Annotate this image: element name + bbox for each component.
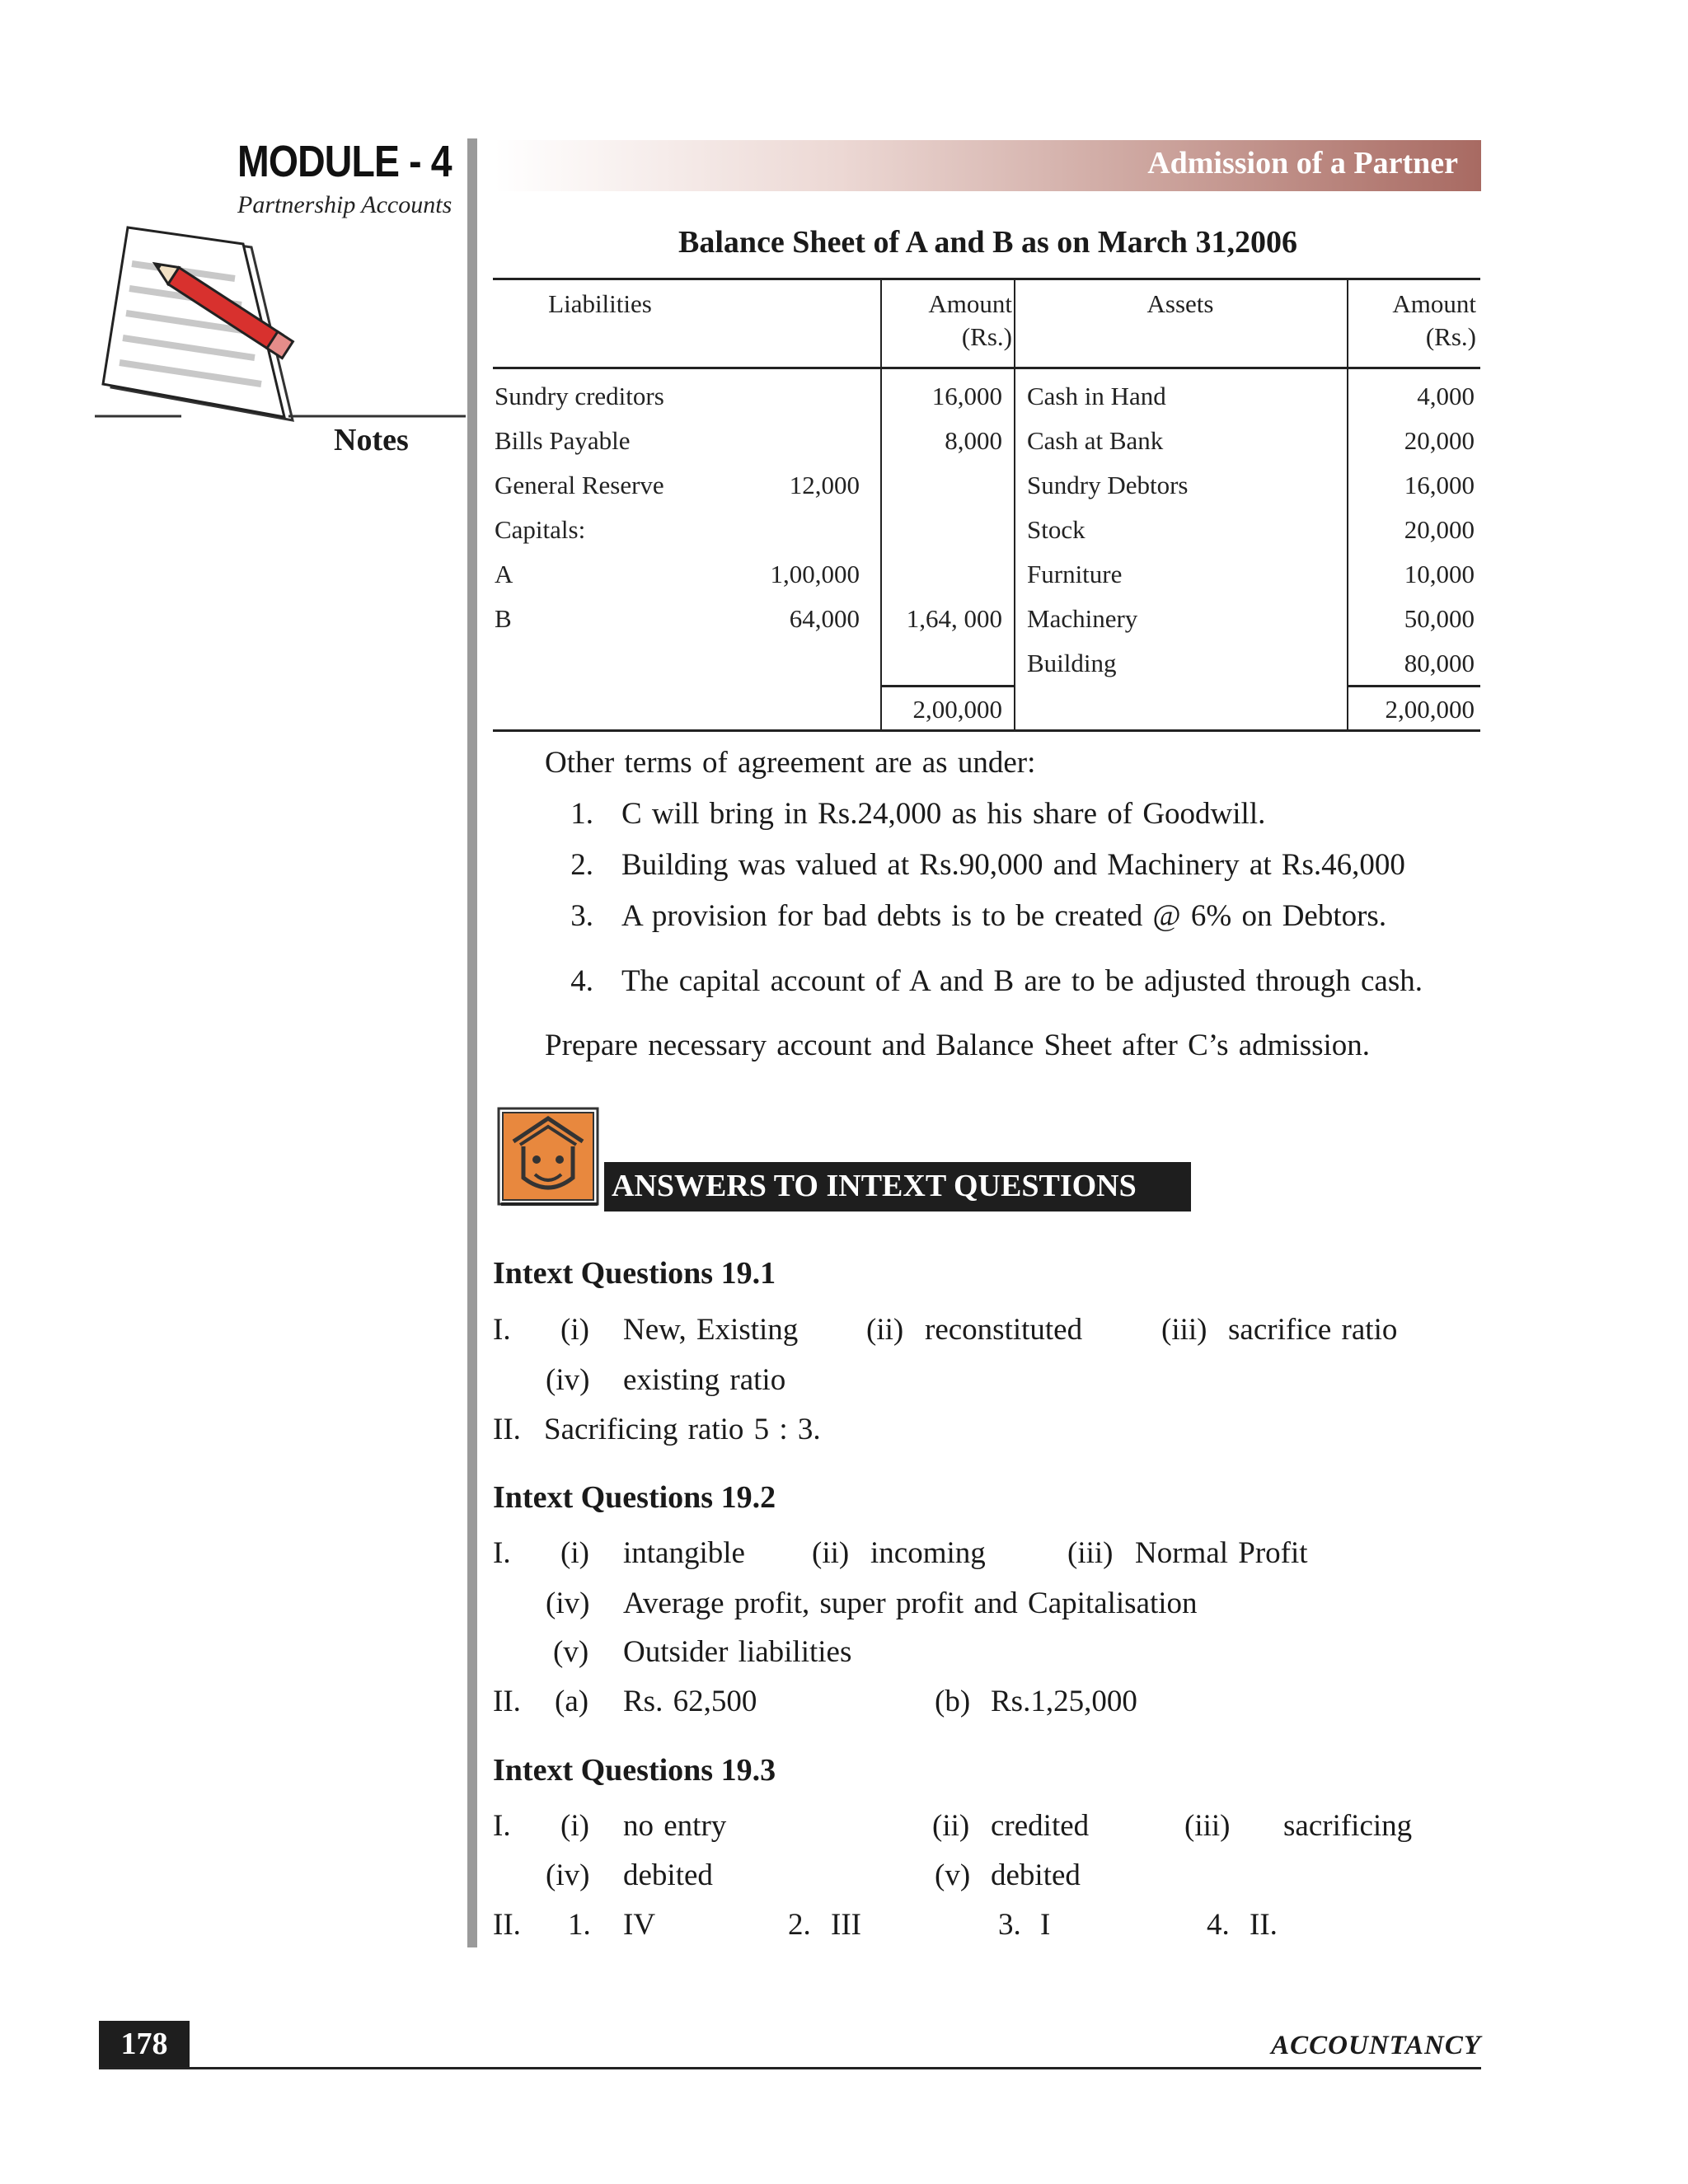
match-value: I: [1040, 1908, 1051, 1942]
asset-label: Cash in Hand: [1027, 382, 1166, 410]
asset-label: Stock: [1027, 515, 1085, 544]
header-amount-unit: (Rs.): [1425, 322, 1476, 351]
answer-label: (v): [553, 1635, 589, 1669]
q192-title: Intext Questions 19.2: [493, 1480, 776, 1515]
answer-text: no entry: [623, 1809, 727, 1843]
answer-label: (iii): [1184, 1809, 1231, 1843]
liabilities-total-rule: [880, 685, 1015, 687]
answer-roman: I.: [493, 1313, 511, 1347]
header-amount: Amount: [928, 289, 1012, 318]
notes-pencil-icon: [95, 223, 466, 462]
liability-label: B: [495, 604, 512, 633]
match-number: 2.: [788, 1908, 811, 1942]
asset-amount: 20,000: [1404, 515, 1475, 544]
liability-amount: 1,64, 000: [906, 604, 1002, 633]
match-number: 3.: [998, 1908, 1021, 1942]
match-value: II.: [1250, 1908, 1278, 1942]
match-value: III: [831, 1908, 861, 1942]
asset-label: Building: [1027, 649, 1117, 677]
chapter-title: Admission of a Partner: [1147, 146, 1458, 180]
answer-label: (b): [935, 1685, 971, 1718]
margin-divider: [467, 138, 477, 1947]
answer-text: Rs. 62,500: [623, 1685, 757, 1718]
answer-label: (ii): [812, 1536, 850, 1570]
header-amount: Amount: [1392, 289, 1476, 318]
table-header-rule: [493, 367, 1480, 369]
liability-label: Capitals:: [495, 515, 586, 544]
answer-roman: II.: [493, 1908, 521, 1942]
asset-label: Machinery: [1027, 604, 1138, 633]
answers-face-icon: [497, 1107, 599, 1206]
header-amount-unit: (Rs.): [961, 322, 1012, 351]
answer-text: debited: [623, 1858, 713, 1892]
asset-amount: 50,000: [1404, 604, 1475, 633]
term-item: [548, 898, 1386, 935]
terms-intro: Other terms of agreement are as under:: [545, 746, 1036, 780]
answers-heading: ANSWERS TO INTEXT QUESTIONS: [612, 1169, 1137, 1203]
match-value: IV: [623, 1908, 656, 1942]
answer-label: (iii): [1067, 1536, 1114, 1570]
header-assets: Assets: [1146, 289, 1214, 318]
answer-text: reconstituted: [925, 1313, 1083, 1347]
answer-label: (iv): [546, 1586, 590, 1620]
table-bottom-rule: [493, 729, 1480, 732]
asset-label: Sundry Debtors: [1027, 471, 1189, 499]
assets-total-rule: [1348, 685, 1480, 687]
page-number-box: [99, 2021, 190, 2069]
asset-amount: 16,000: [1404, 471, 1475, 499]
answer-text: existing ratio: [623, 1363, 786, 1397]
footer-subject: ACCOUNTANCY: [1271, 2031, 1481, 2060]
answer-label: (iv): [546, 1858, 590, 1892]
answer-text: debited: [991, 1858, 1081, 1892]
answer-label: (i): [560, 1313, 589, 1347]
answer-label: (i): [560, 1809, 589, 1843]
answer-label: (iii): [1161, 1313, 1207, 1347]
liability-amount: 16,000: [931, 382, 1002, 410]
term-item: [548, 795, 1265, 833]
match-number: 4.: [1207, 1908, 1230, 1942]
answer-label: (iv): [546, 1363, 590, 1397]
answer-text: Normal Profit: [1135, 1536, 1308, 1570]
answer-label: (a): [555, 1685, 589, 1718]
answer-label: (ii): [932, 1809, 970, 1843]
answer-label: (ii): [866, 1313, 904, 1347]
page-number: 178: [120, 2027, 168, 2061]
answer-text: Outsider liabilities: [623, 1635, 852, 1669]
term-text: The capital account of A and B are to be adjusted through cash.: [621, 964, 1423, 998]
answer-text: credited: [991, 1809, 1090, 1843]
table-top-rule: [493, 278, 1480, 280]
answer-text: sacrifice ratio: [1228, 1313, 1398, 1347]
term-item: [548, 846, 1405, 884]
asset-amount: 80,000: [1404, 649, 1475, 677]
answer-roman: II.: [493, 1685, 521, 1718]
asset-amount: 20,000: [1404, 426, 1475, 455]
term-number: 4.: [570, 964, 593, 998]
answer-text: New, Existing: [623, 1313, 799, 1347]
answer-text: Average profit, super profit and Capitalisation: [623, 1586, 1198, 1620]
liability-label: Bills Payable: [495, 426, 631, 455]
assets-total: 2,00,000: [1385, 695, 1475, 724]
answer-text: Rs.1,25,000: [991, 1685, 1137, 1718]
answer-label: (v): [935, 1858, 971, 1892]
term-text: Building was valued at Rs.90,000 and Machinery at Rs.46,000: [621, 848, 1405, 882]
liability-label: Sundry creditors: [495, 382, 664, 410]
notes-label: Notes: [334, 423, 409, 457]
asset-amount: 10,000: [1404, 560, 1475, 588]
term-text: A provision for bad debts is to be created @ 6% on Debtors.: [621, 899, 1387, 933]
answer-roman: I.: [493, 1809, 511, 1843]
answer-text: intangible: [623, 1536, 745, 1570]
asset-amount: 4,000: [1417, 382, 1475, 410]
term-number: 2.: [570, 848, 593, 882]
balance-sheet-title: Balance Sheet of A and B as on March 31,2006: [678, 225, 1297, 260]
term-number: 1.: [570, 797, 593, 831]
liability-subamount: 12,000: [789, 471, 860, 499]
terms-instruction: Prepare necessary account and Balance Sheet after C’s admission.: [545, 1029, 1371, 1062]
answer-roman: I.: [493, 1536, 511, 1570]
footer-rule: [99, 2067, 1481, 2069]
liability-label: General Reserve: [495, 471, 664, 499]
answer-label: (i): [560, 1536, 589, 1570]
balance-sheet-table: [493, 278, 1480, 731]
header-liabilities: Liabilities: [548, 289, 652, 318]
liability-subamount: 1,00,000: [770, 560, 860, 588]
q193-title: Intext Questions 19.3: [493, 1753, 776, 1788]
term-item: [548, 963, 1423, 1001]
term-text: C will bring in Rs.24,000 as his share of Goodwill.: [621, 797, 1266, 831]
col-divider: [1014, 278, 1015, 731]
module-subtitle: Partnership Accounts: [237, 191, 452, 218]
q191-title: Intext Questions 19.1: [493, 1256, 776, 1291]
asset-label: Cash at Bank: [1027, 426, 1164, 455]
liability-amount: 8,000: [945, 426, 1002, 455]
answer-text: incoming: [870, 1536, 986, 1570]
liability-subamount: 64,000: [789, 604, 860, 633]
answer-roman: II.: [493, 1413, 521, 1446]
liability-label: A: [495, 560, 513, 588]
term-number: 3.: [570, 899, 593, 933]
answer-text: Sacrificing ratio 5 : 3.: [544, 1413, 821, 1446]
match-number: 1.: [568, 1908, 591, 1942]
module-title: MODULE - 4: [237, 137, 452, 186]
asset-label: Furniture: [1027, 560, 1123, 588]
answers-banner: [604, 1162, 1191, 1212]
chapter-banner: [495, 140, 1481, 191]
liabilities-total: 2,00,000: [912, 695, 1002, 724]
answer-text: sacrificing: [1283, 1809, 1413, 1843]
